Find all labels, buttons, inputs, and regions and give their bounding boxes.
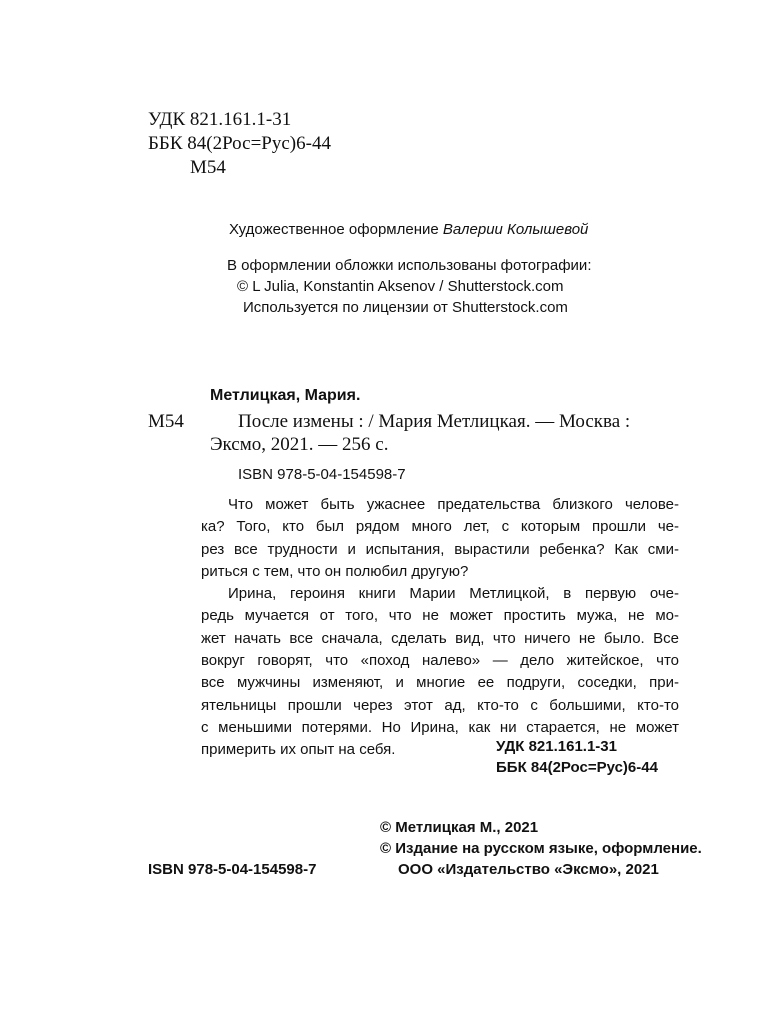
- author-mark-record: М54: [148, 411, 184, 432]
- art-design-label: Художественное оформление: [229, 221, 439, 238]
- book-title-line1: После измены : / Мария Метлицкая. — Москва :: [238, 411, 631, 432]
- annotation-line: редь мучается от того, что не может простить мужа, не мо-: [201, 607, 679, 625]
- art-design-credit: [229, 218, 588, 242]
- author-mark-top: М54: [190, 157, 226, 178]
- art-designer-name: Валерии Колышевой: [442, 221, 589, 238]
- annotation-line: жет начать все сначала, сделать вид, что ничего не было. Все: [201, 629, 679, 647]
- annotation-line: Что может быть ужаснее предательства близкого челове-: [228, 496, 679, 513]
- book-isbn-record: ISBN 978-5-04-154598-7: [238, 466, 406, 483]
- annotation-line: ятельницы прошли через этот ад, кто-то с большими, кто-то: [201, 696, 679, 714]
- isbn-bottom: ISBN 978-5-04-154598-7: [148, 861, 317, 878]
- annotation-line: Ирина, героиня книги Марии Метлицкой, в первую оче-: [228, 585, 679, 603]
- annotation-line: примерить их опыт на себя.: [201, 741, 396, 759]
- book-title-line2: Эксмо, 2021. — 256 с.: [210, 434, 389, 455]
- cover-photos-credit: © L Julia, Konstantin Aksenov / Shutterstock.com: [237, 278, 564, 295]
- book-annotation: [201, 494, 679, 762]
- annotation-line: риться с тем, что он полюбил другую?: [201, 562, 469, 580]
- udk-code-top: УДК 821.161.1-31: [148, 109, 292, 130]
- book-author: Метлицкая, Мария.: [210, 387, 361, 404]
- annotation-line: ка? Того, кто был рядом много лет, с которым прошли че-: [201, 518, 679, 536]
- bbk-code-bottom: ББК 84(2Рос=Рус)6-44: [496, 759, 658, 776]
- cover-photos-line: В оформлении обложки использованы фотографии:: [227, 257, 592, 274]
- bbk-code-top: ББК 84(2Рос=Рус)6-44: [148, 133, 331, 154]
- copyright-author: © Метлицкая М., 2021: [380, 819, 539, 836]
- copyright-edition: © Издание на русском языке, оформление.: [380, 840, 702, 857]
- license-line: Используется по лицензии от Shutterstock.com: [243, 299, 568, 316]
- copyright-publisher: ООО «Издательство «Эксмо», 2021: [398, 861, 659, 878]
- annotation-line: все мужчины изменяют, и многие ее подруги, соседки, при-: [201, 674, 679, 692]
- annotation-line: с меньшими потерями. Но Ирина, как ни старается, не может: [201, 718, 679, 736]
- udk-code-bottom: УДК 821.161.1-31: [496, 738, 617, 755]
- annotation-line: вокруг говорят, что «поход налево» — дело житейское, что: [201, 652, 679, 670]
- annotation-line: рез все трудности и испытания, вырастили ребенка? Как сми-: [201, 540, 679, 558]
